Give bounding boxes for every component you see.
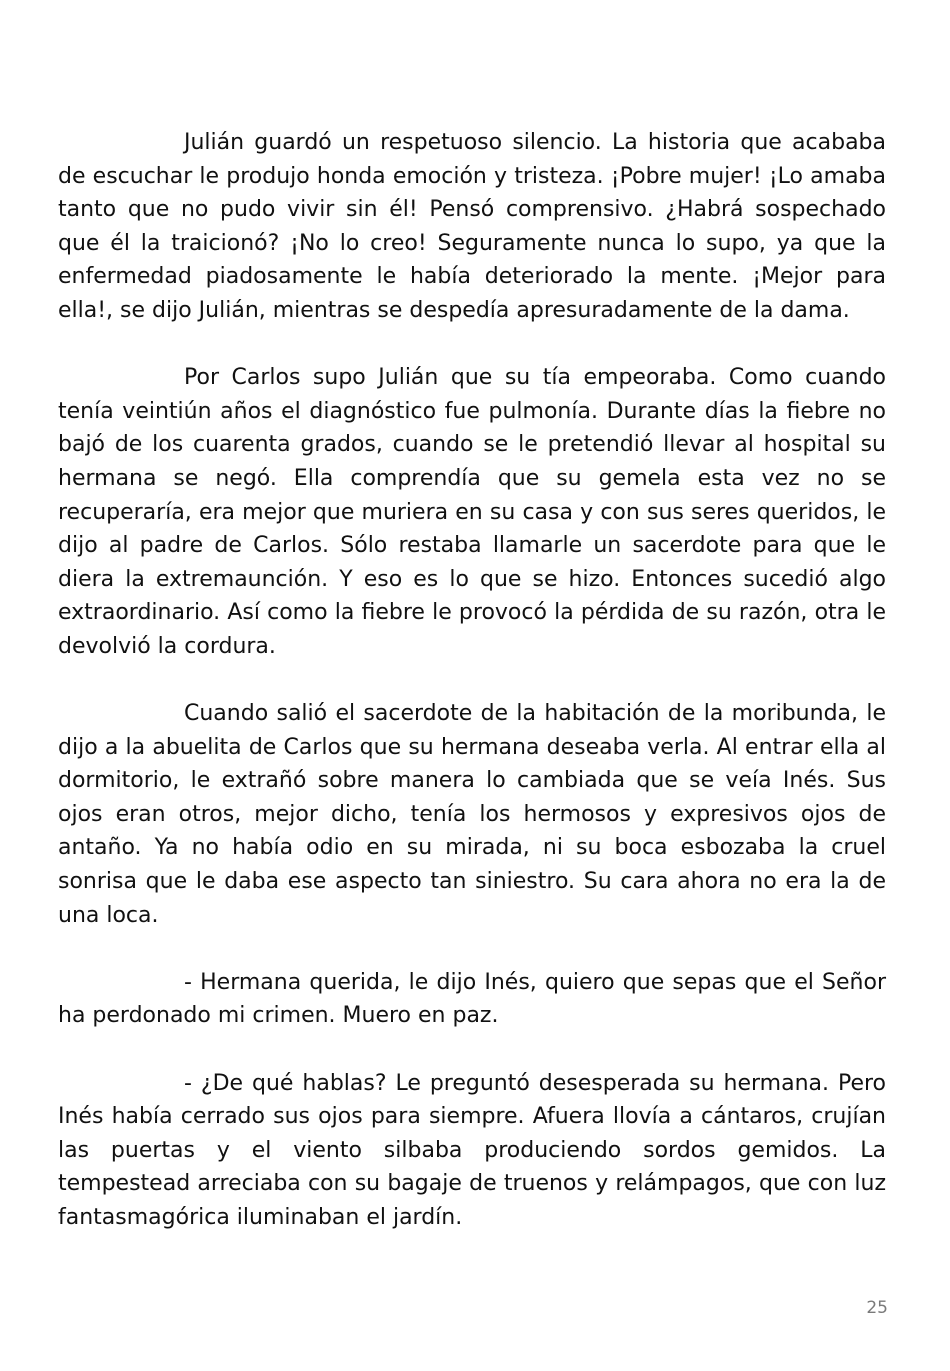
paragraph-2: Por Carlos supo Julián que su tía empeoraba. Como cuando tenía veintiún años el diagnóstico fue pulmonía. Durante días la fiebre no bajó de los cuarenta grados, cuando se le pretendió llevar al hospital su hermana se negó. Ella comprendía que su gemela esta vez no se recuperaría, era mejor que muriera en su casa y con sus seres queridos, le dijo al padre de Carlos. Sólo restaba llamarle un sacerdote para que le diera la extremaunción. Y eso es lo que se hizo. Entonces sucedió algo extraordinario. Así como la fiebre le provocó la pérdida de su razón, otra le devolvió la cordura. xyxy=(58,365,886,659)
body-text xyxy=(58,126,886,1235)
paragraph-5: - ¿De qué hablas? Le preguntó desesperada su hermana. Pero Inés había cerrado sus ojos para siempre. Afuera llovía a cántaros, crujían las puertas y el viento silbaba produciendo sordos gemidos. La tempestead arreciaba con su bagaje de truenos y relámpagos, que con luz fantasmagórica iluminaban el jardín. xyxy=(58,1070,886,1230)
page-number: 25 xyxy=(866,1298,888,1318)
paragraph-4: - Hermana querida, le dijo Inés, quiero que sepas que el Señor ha perdonado mi crimen. Muero en paz. xyxy=(58,969,886,1029)
paragraph-1: Julián guardó un respetuoso silencio. La historia que acababa de escuchar le produjo honda emoción y tristeza. ¡Pobre mujer! ¡Lo amaba tanto que no pudo vivir sin él! Pensó comprensivo. ¿Habrá sospechado que él la traicionó? ¡No lo creo! Seguramente nunca lo supo, ya que la enfermedad piadosamente le había deteriorado la mente. ¡Mejor para ella!, se dijo Julián, mientras se despedía apresuradamente de la dama. xyxy=(58,130,886,323)
paragraph-3: Cuando salió el sacerdote de la habitación de la moribunda, le dijo a la abuelita de Carlos que su hermana deseaba verla. Al entrar ella al dormitorio, le extrañó sobre manera lo cambiada que se veía Inés. Sus ojos eran otros, mejor dicho, tenía los hermosos y expresivos ojos de antaño. Ya no había odio en su mirada, ni su boca esbozaba la cruel sonrisa que le daba ese aspecto tan siniestro. Su cara ahora no era la de una loca. xyxy=(58,701,886,928)
